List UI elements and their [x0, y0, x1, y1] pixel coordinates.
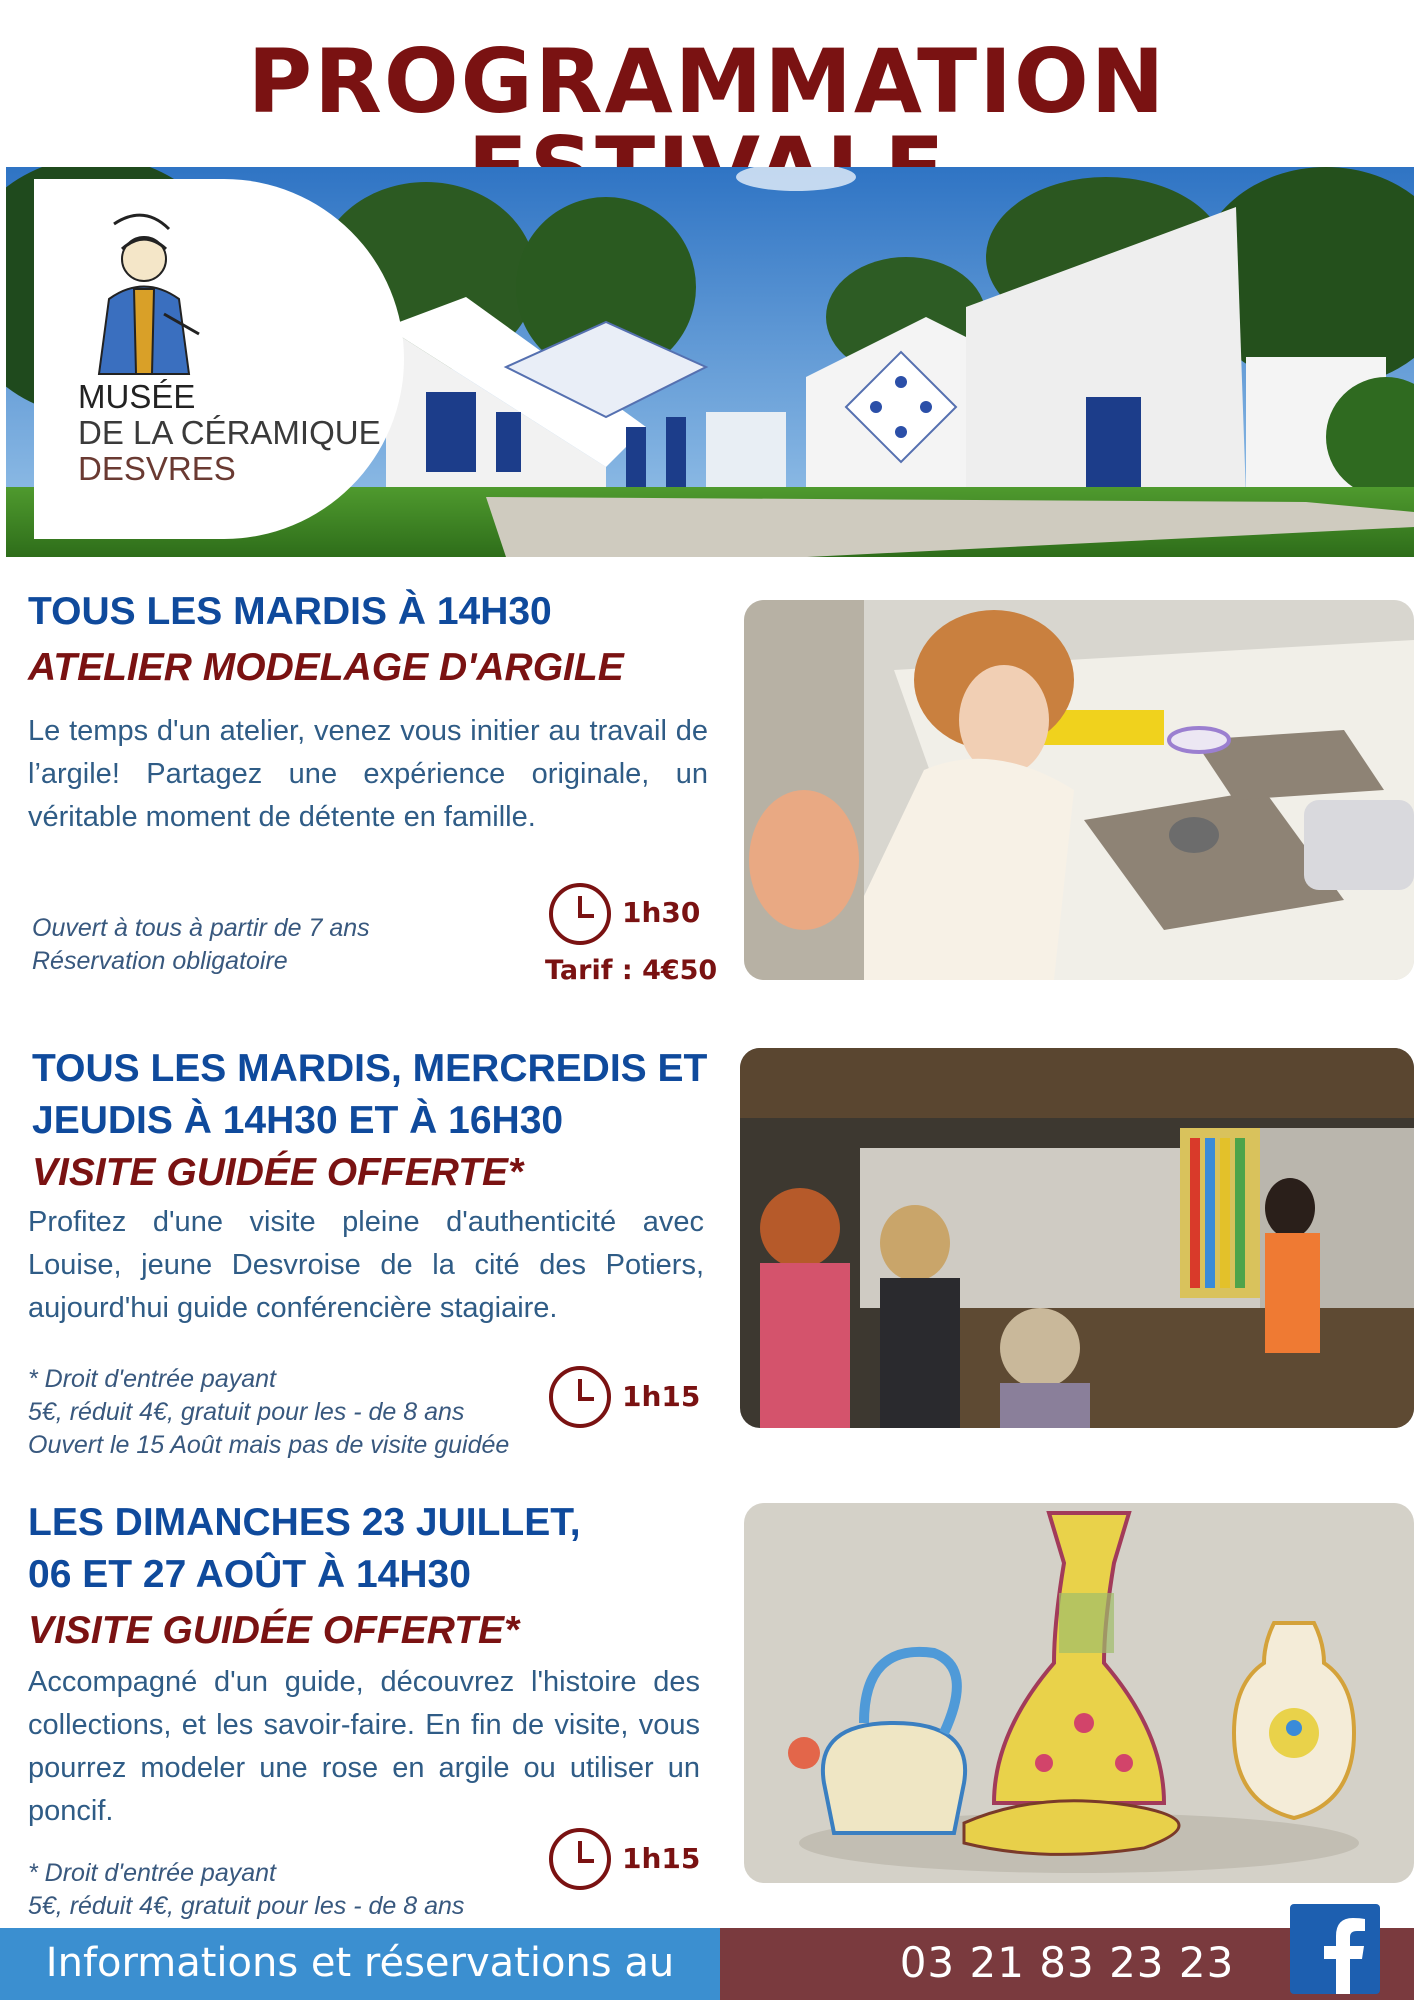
section-3-schedule-line2: 06 ET 27 AOÛT À 14H30 — [28, 1553, 471, 1596]
potter-figure-logo-icon — [74, 204, 214, 379]
atelier-photo — [744, 600, 1414, 980]
section-1-note-reservation: Réservation obligatoire — [32, 947, 288, 975]
facebook-icon[interactable] — [1290, 1904, 1380, 1994]
section-visite-dimanches — [28, 1497, 718, 1833]
section-3-schedule-line1: LES DIMANCHES 23 JUILLET, — [28, 1501, 581, 1544]
section-visite-semaine — [28, 1043, 722, 1330]
section-1-notes — [32, 912, 532, 978]
section-1-duration: 1h30 — [622, 896, 701, 929]
section-atelier — [28, 586, 708, 839]
clock-icon — [548, 1365, 612, 1429]
section-3-note-prices: 5€, réduit 4€, gratuit pour les - de 8 ans — [28, 1892, 465, 1920]
visite-guidee-photo — [740, 1048, 1414, 1428]
clock-icon — [548, 882, 612, 946]
section-1-activity: ATELIER MODELAGE D'ARGILE — [28, 646, 624, 689]
footer-info-label: Informations et réservations au — [0, 1928, 720, 2000]
section-3-note-entry: * Droit d'entrée payant — [28, 1859, 276, 1887]
section-2-duration: 1h15 — [622, 1380, 701, 1413]
logo-line-musee: MUSÉE — [78, 378, 196, 415]
clock-icon — [548, 1827, 612, 1891]
section-3-description: Accompagné d'un guide, découvrez l'histoire des collections, et les savoir-faire. En fin de visite, vous pourrez modeler une rose en argile ou utiliser un poncif. — [28, 1666, 700, 1827]
section-1-description: Le temps d'un atelier, venez vous initier au travail de l’argile! Partagez une expérience originale, un véritable moment de détente en famille. — [28, 715, 708, 833]
hero-museum-photo — [6, 167, 1414, 557]
logo-line-ceramique: DE LA CÉRAMIQUE — [78, 414, 381, 451]
ceramics-collection-photo — [744, 1503, 1414, 1883]
section-2-schedule-line2: JEUDIS À 14H30 ET À 16H30 — [32, 1099, 564, 1142]
section-2-description: Profitez d'une visite pleine d'authenticité avec Louise, jeune Desvroise de la cité des Potiers, aujourd'hui guide conférencière stagiaire. — [28, 1206, 704, 1324]
section-1-schedule: TOUS LES MARDIS À 14H30 — [28, 590, 552, 633]
logo-line-desvres: DESVRES — [78, 450, 236, 487]
section-2-schedule-line1: TOUS LES MARDIS, MERCREDIS ET — [32, 1047, 708, 1090]
museum-logo-card — [34, 179, 404, 539]
section-2-note-august: Ouvert le 15 Août mais pas de visite guidée — [28, 1431, 510, 1459]
section-1-price: Tarif : 4€50 — [545, 955, 718, 986]
section-2-note-entry: * Droit d'entrée payant — [28, 1365, 276, 1393]
footer-phone[interactable]: 03 21 83 23 23 — [720, 1928, 1414, 2000]
section-3-notes — [28, 1857, 588, 1923]
section-3-activity: VISITE GUIDÉE OFFERTE* — [28, 1609, 520, 1652]
section-2-notes — [28, 1363, 588, 1462]
section-3-duration: 1h15 — [622, 1842, 701, 1875]
section-1-note-age: Ouvert à tous à partir de 7 ans — [32, 914, 370, 942]
page-title: PROGRAMMATION — [247, 30, 1167, 133]
section-2-activity: VISITE GUIDÉE OFFERTE* — [32, 1151, 524, 1194]
section-2-note-prices: 5€, réduit 4€, gratuit pour les - de 8 ans — [28, 1398, 465, 1426]
